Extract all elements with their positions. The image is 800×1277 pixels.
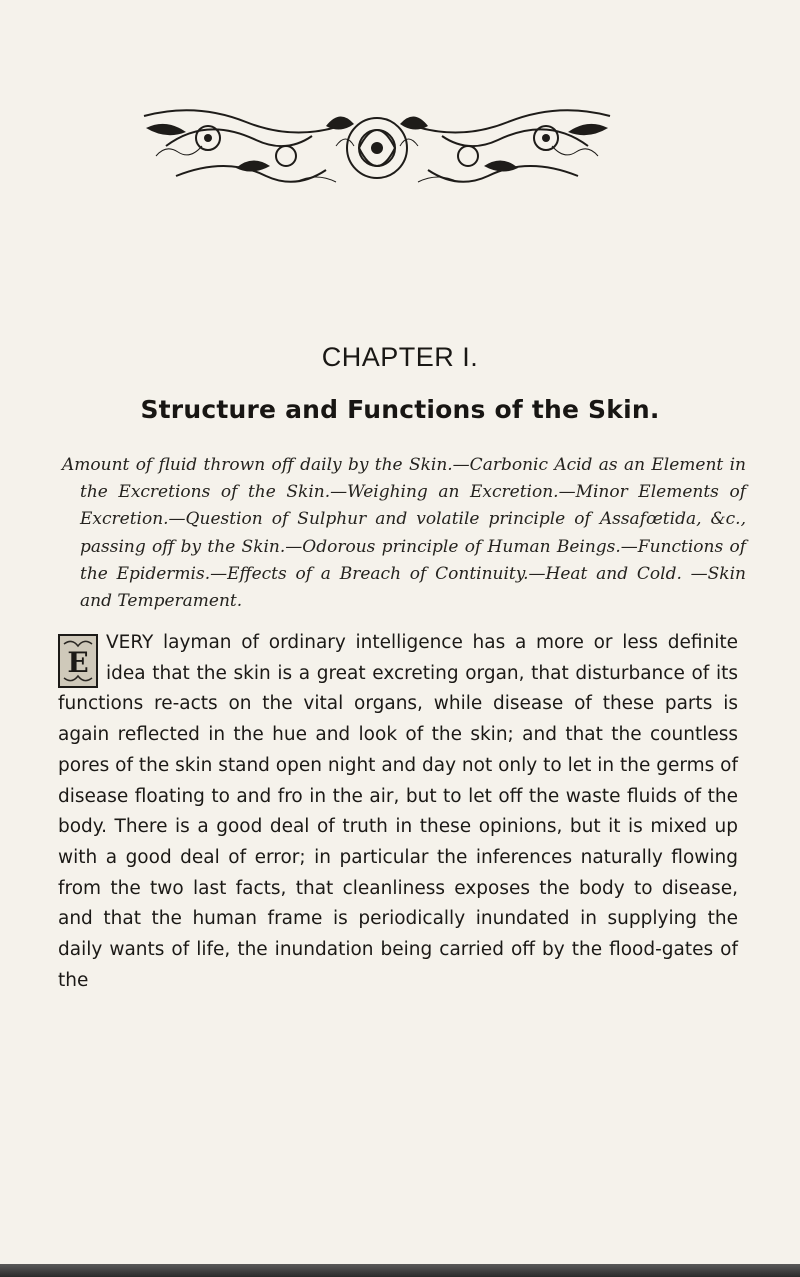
floral-scroll-ornament-icon xyxy=(136,106,618,190)
synopsis-text: Amount of fluid thrown off daily by the Skin.—Carbonic Acid as an Element in the Excretions of the Skin.—Weighing an Excretion.—Minor Elements of Excretion.—Question of Sulphur and volatile principle of Assafœtida, &c., passing off by the Skin.—Odorous principle of Human Beings.—Functions of the Epidermis.—Effects of a Breach of Continuity.—Heat and Cold. —Skin and Temperament. xyxy=(62,455,746,612)
ornamental-initial-icon xyxy=(58,634,98,688)
dropcap-letter: E xyxy=(67,646,89,679)
chapter-label: CHAPTER I. xyxy=(321,342,479,372)
page-bottom-edge xyxy=(0,1264,800,1277)
body-paragraph xyxy=(58,628,738,996)
chapter-synopsis xyxy=(62,452,746,615)
body-text: VERY layman of ordinary intelligence has a more or less definite idea that the skin is a great excreting organ, that disturbance of its functions re-acts on the vital organs, while disease of these parts is again reflected in the hue and look of the skin; and that the countless pores of the skin stand open night and day not only to let in the germs of disease floating to and fro in the air, but to let off the waste fluids of the body. There is a good deal of truth in these opinions, but it is mixed up with a good deal of error; in particular the inferences naturally flowing from the two last facts, that cleanliness exposes the body to disease, and that the human frame is periodically inundated in supplying the daily wants of life, the inundation being carried off by the flood-gates of the xyxy=(58,632,738,991)
chapter-title: Structure and Functions of the Skin. xyxy=(140,395,660,424)
